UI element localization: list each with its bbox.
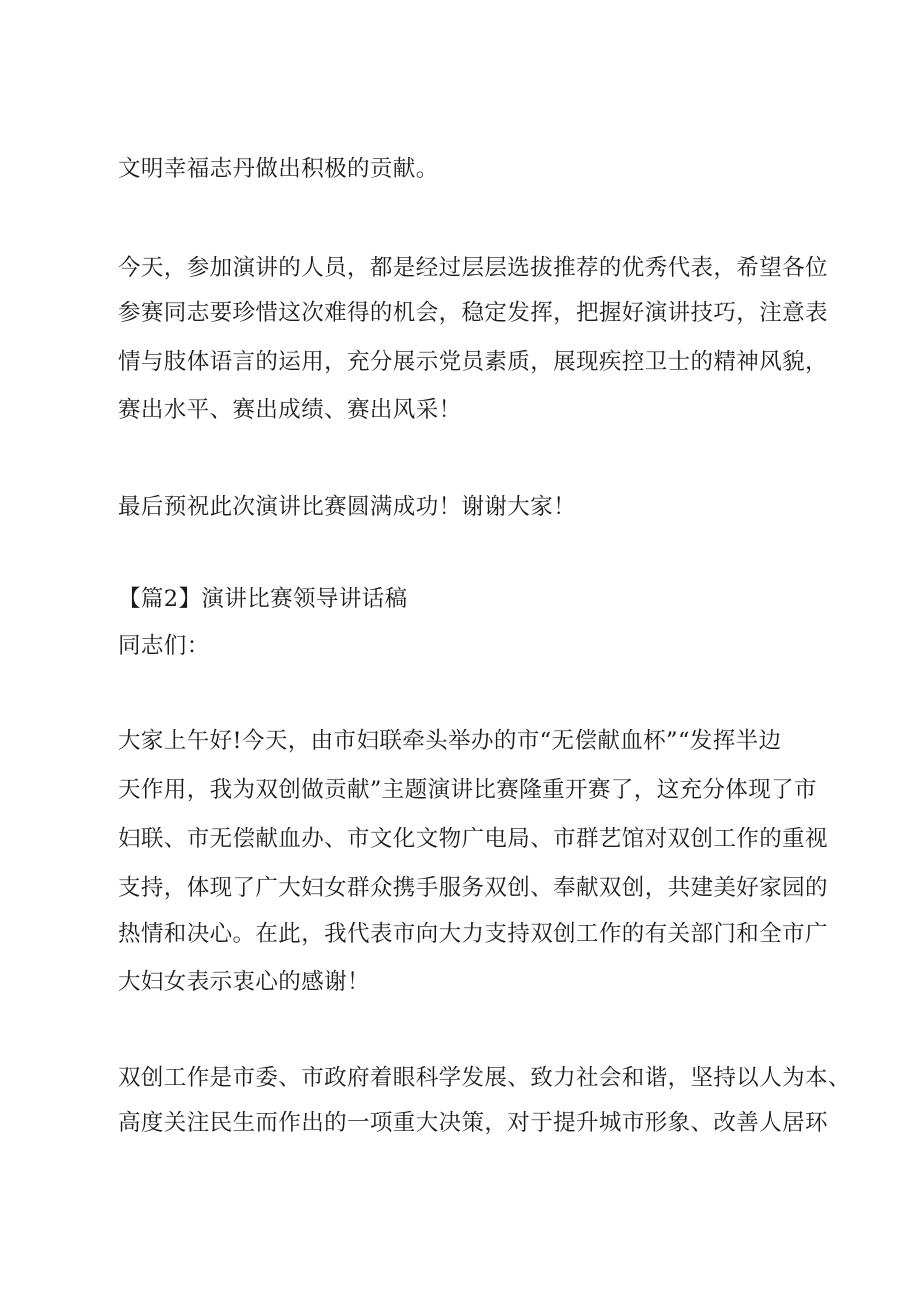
paragraph-line: 最后预祝此次演讲比赛圆满成功！谢谢大家！ xyxy=(118,494,577,520)
section-title: 【篇2】演讲比赛领导讲话稿 xyxy=(118,586,408,612)
paragraph-line: 高度关注民生而作出的一项重大决策，对于提升城市形象、改善人居环 xyxy=(118,1110,828,1136)
paragraph-line: 双创工作是市委、市政府着眼科学发展、致力社会和谐，坚持以人为本、 xyxy=(118,1065,851,1091)
paragraph-line: 文明幸福志丹做出积极的贡献。 xyxy=(118,156,439,182)
paragraph-line: 情与肢体语言的运用，充分展示党员素质，展现疾控卫士的精神风貌， xyxy=(118,349,828,375)
greeting: 同志们： xyxy=(118,633,210,659)
paragraph-line: 大家上午好!今天，由市妇联牵头举办的市“无偿献血杯”“发挥半边 xyxy=(118,728,782,754)
paragraph-line: 天作用，我为双创做贡献”主题演讲比赛隆重开赛了，这充分体现了市 xyxy=(118,777,817,803)
paragraph-line: 赛出水平、赛出成绩、赛出风采！ xyxy=(118,397,462,423)
paragraph-line: 今天，参加演讲的人员，都是经过层层选拔推荐的优秀代表，希望各位 xyxy=(118,255,828,281)
paragraph-line: 支持，体现了广大妇女群众携手服务双创、奉献双创，共建美好家园的 xyxy=(118,875,828,901)
paragraph-line: 热情和决心。在此，我代表市向大力支持双创工作的有关部门和全市广 xyxy=(118,921,828,947)
paragraph-line: 妇联、市无偿献血办、市文化文物广电局、市群艺馆对双创工作的重视 xyxy=(118,826,828,852)
paragraph-line: 大妇女表示衷心的感谢！ xyxy=(118,969,370,995)
paragraph-line: 参赛同志要珍惜这次难得的机会，稳定发挥，把握好演讲技巧，注意表 xyxy=(118,300,828,326)
